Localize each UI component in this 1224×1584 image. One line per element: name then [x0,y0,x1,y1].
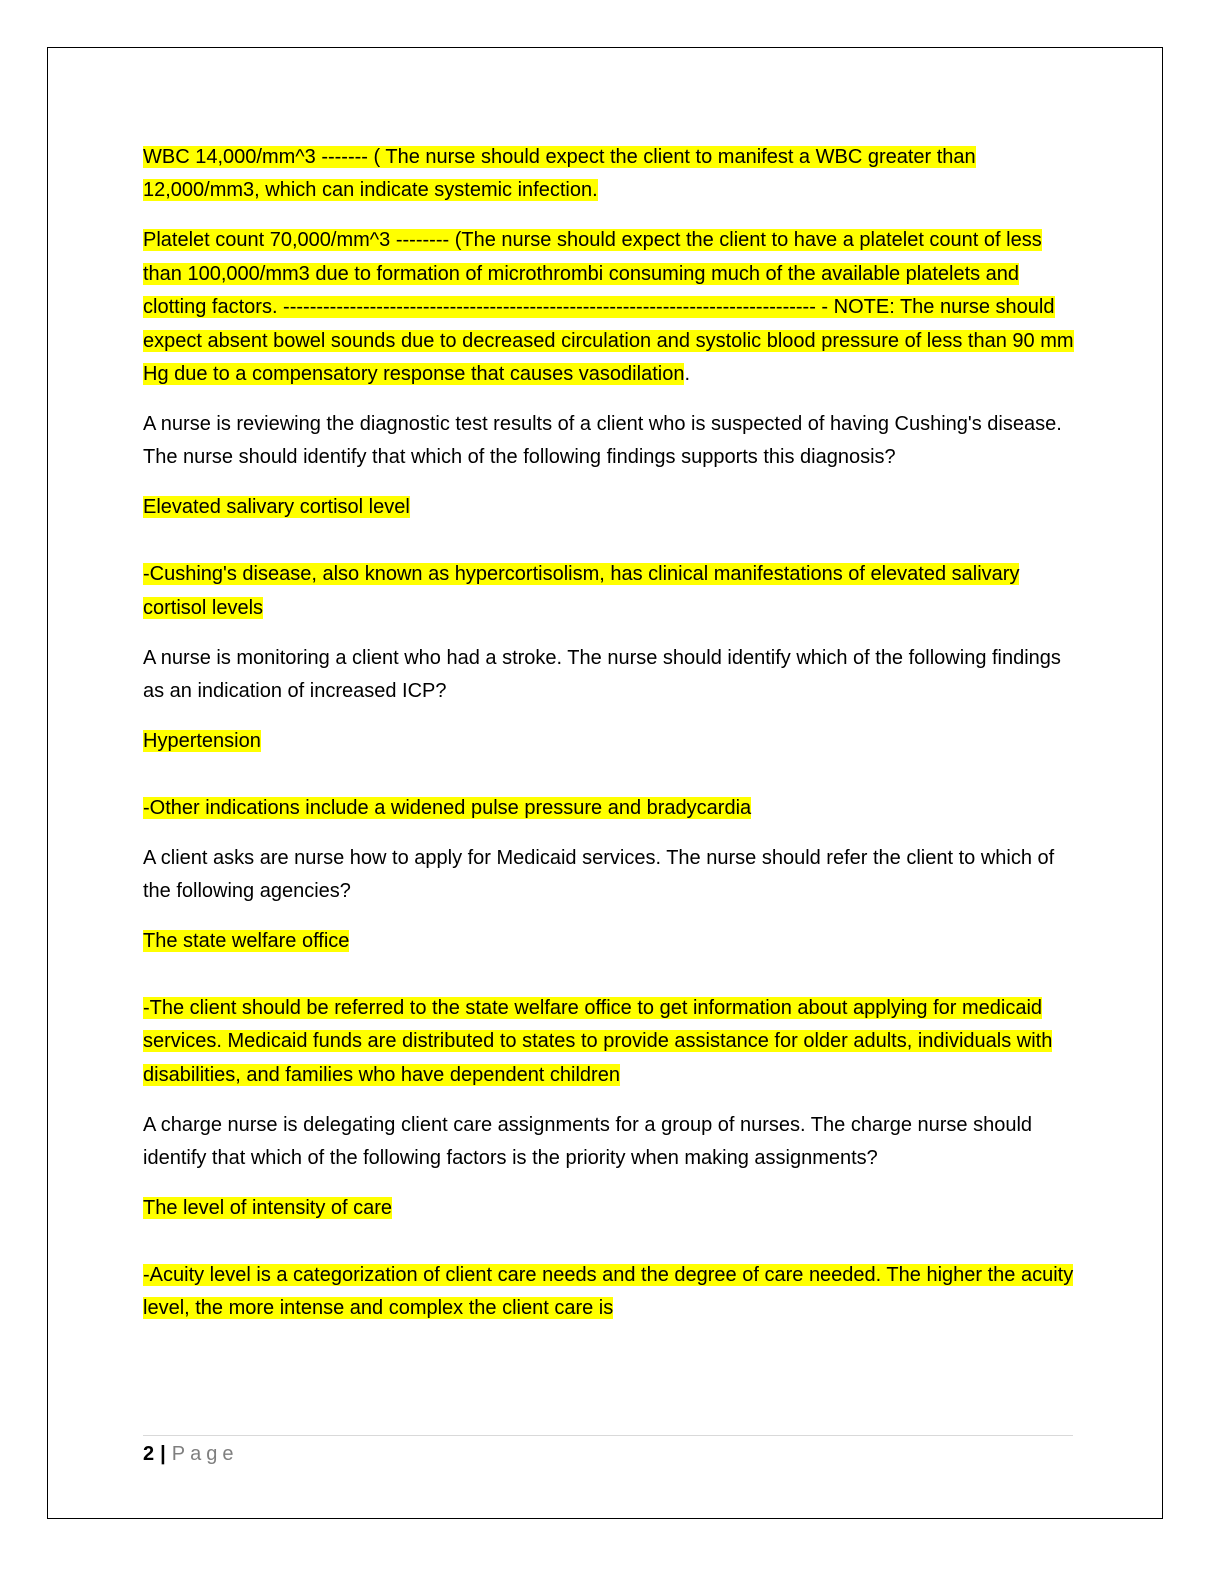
paragraph-wbc [143,141,1078,208]
highlighted-text: -Other indications include a widened pulse pressure and bradycardia [143,796,752,819]
highlighted-text: -The client should be referred to the state welfare office to get information about applying for medicaid services. Medicaid funds are distributed to states to provide assistance for older adults, individuals with disabilities, and families who have dependent children [143,997,1053,1086]
highlighted-text: The level of intensity of care [143,1197,393,1220]
paragraph-platelet-note [143,224,1078,391]
page-number: 2 [143,1443,155,1465]
page-label: Page [171,1443,239,1465]
question-charge-nurse: A charge nurse is delegating client care assignments for a group of nurses. The charge nurse should identify that which of the following factors is the priority when making assignments? [143,1113,1033,1170]
answer-medicaid [143,925,1078,958]
highlighted-text: -Cushing's disease, also known as hypercortisolism, has clinical manifestations of elevated salivary cortisol levels [143,563,1020,619]
question-icp: A nurse is monitoring a client who had a stroke. The nurse should identify which of the following findings as an indication of increased ICP? [143,646,1061,703]
highlighted-text: WBC 14,000/mm^3 ------- ( The nurse should expect the client to manifest a WBC greater than 12,000/mm3, which can indicate systemic infection. [143,146,976,202]
footer-divider [143,1435,1073,1436]
highlighted-text: The state welfare office [143,930,350,953]
highlighted-text: Hypertension [143,730,261,753]
rationale-medicaid [143,992,1078,1092]
highlighted-text: -Acuity level is a categorization of client care needs and the degree of care needed. The higher the acuity level, the more intense and complex the client care is [143,1264,1074,1320]
rationale-charge-nurse [143,1259,1078,1326]
answer-charge-nurse [143,1192,1078,1225]
period: . [684,363,690,386]
question-cushings: A nurse is reviewing the diagnostic test results of a client who is suspected of having Cushing's disease. The nurse should identify that which of the following findings supports this diagnosis? [143,413,1062,469]
rationale-cushings [143,558,1078,625]
highlighted-text: Elevated salivary cortisol level [143,496,410,519]
page-footer [143,1440,238,1468]
footer-separator: | [160,1443,166,1465]
answer-cushings [143,491,1078,524]
document-body [143,141,1078,1342]
rationale-icp [143,792,1078,825]
answer-icp [143,725,1078,758]
question-medicaid: A client asks are nurse how to apply for Medicaid services. The nurse should refer the client to which of the following agencies? [143,846,1055,903]
highlighted-text: Platelet count 70,000/mm^3 -------- (The nurse should expect the client to have a platelet count of less than 100,000/mm3 due to formation of microthrombi consuming much of the available platelets and clotting factors. -------------------------------------------------------------------------------- - NOTE: The nurse should expect absent bowel sounds due to decreased circulation and systolic blood pressure of less than 90 mm Hg due to a compensatory response that causes vasodilation [143,229,1074,386]
